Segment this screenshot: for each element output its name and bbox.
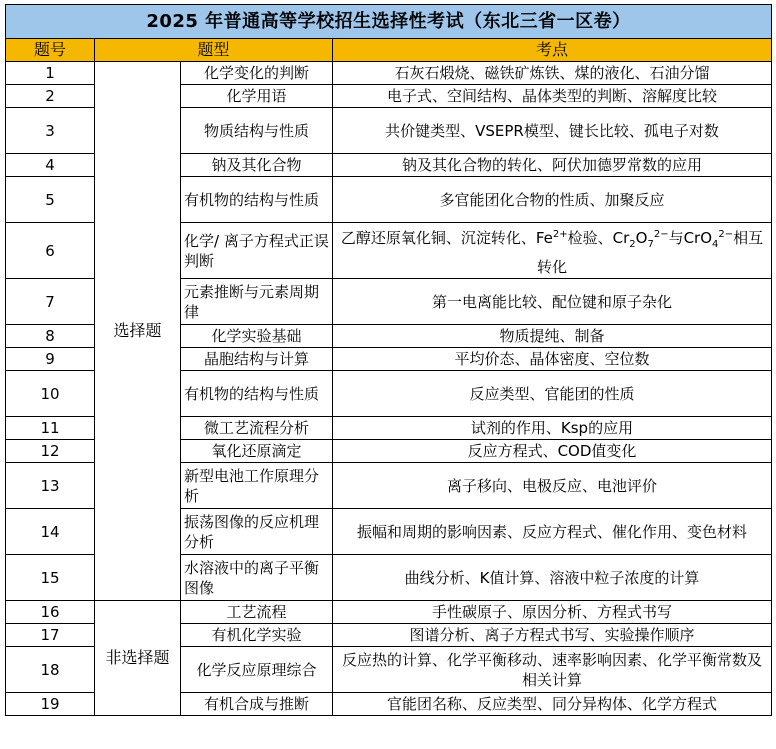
row-type: 氧化还原滴定 <box>181 440 333 463</box>
row-num: 9 <box>6 348 95 371</box>
row-num: 18 <box>6 647 95 693</box>
category-nonchoice: 非选择题 <box>95 601 181 716</box>
row-type: 有机物的结构与性质 <box>181 177 333 223</box>
row-num: 10 <box>6 371 95 417</box>
row-num: 12 <box>6 440 95 463</box>
row-type: 有机化学实验 <box>181 624 333 647</box>
row-num: 2 <box>6 85 95 108</box>
row-num: 17 <box>6 624 95 647</box>
row-num: 13 <box>6 463 95 509</box>
header-num: 题号 <box>6 39 95 62</box>
row-num: 7 <box>6 279 95 325</box>
row-points: 反应热的计算、化学平衡移动、速率影响因素、化学平衡常数及相关计算 <box>333 647 772 693</box>
row-type: 晶胞结构与计算 <box>181 348 333 371</box>
table-title: 2025 年普通高等学校招生选择性考试（东北三省一区卷） <box>6 5 772 39</box>
category-choice: 选择题 <box>95 62 181 601</box>
row-type: 新型电池工作原理分析 <box>181 463 333 509</box>
row-num: 1 <box>6 62 95 85</box>
formula-part: 乙醇还原氧化铜、沉淀转化、Fe <box>340 228 553 247</box>
row-num: 8 <box>6 325 95 348</box>
row-points: 共价键类型、VSEPR模型、键长比较、孤电子对数 <box>333 108 772 154</box>
formula-part: 相互转化 <box>536 228 764 276</box>
row-points: 图谱分析、离子方程式书写、实验操作顺序 <box>333 624 772 647</box>
row-points-formula: 乙醇还原氧化铜、沉淀转化、$Fe^{2+}$检验、$Cr_2O_7^{2-}$与CrO$_4^{2-}$相互转化 <box>333 223 772 279</box>
row-num: 5 <box>6 177 95 223</box>
row-points: 官能团名称、反应类型、同分异构体、化学方程式 <box>333 693 772 716</box>
formula-subscript: 2 <box>629 238 636 250</box>
header-type: 题型 <box>95 39 333 62</box>
formula-superscript: 2− <box>653 228 669 240</box>
row-points: 物质提纯、制备 <box>333 325 772 348</box>
row-num: 3 <box>6 108 95 154</box>
row-type: 工艺流程 <box>181 601 333 624</box>
formula-subscript: 7 <box>647 238 654 250</box>
row-num: 15 <box>6 555 95 601</box>
header-points: 考点 <box>333 39 772 62</box>
row-type: 有机合成与推断 <box>181 693 333 716</box>
row-points: 第一电离能比较、配位键和原子杂化 <box>333 279 772 325</box>
row-points: 反应类型、官能团的性质 <box>333 371 772 417</box>
row-type: 化学用语 <box>181 85 333 108</box>
row-points: 手性碳原子、原因分析、方程式书写 <box>333 601 772 624</box>
row-num: 19 <box>6 693 95 716</box>
row-type: 水溶液中的离子平衡图像 <box>181 555 333 601</box>
row-type: 化学实验基础 <box>181 325 333 348</box>
row-type: 元素推断与元素周期律 <box>181 279 333 325</box>
row-type: 微工艺流程分析 <box>181 417 333 440</box>
row-type: 化学/ 离子方程式正误判断 <box>181 223 333 279</box>
row-points: 反应方程式、COD值变化 <box>333 440 772 463</box>
row-num: 6 <box>6 223 95 279</box>
row-type: 有机物的结构与性质 <box>181 371 333 417</box>
row-num: 16 <box>6 601 95 624</box>
row-type: 化学反应原理综合 <box>181 647 333 693</box>
row-num: 11 <box>6 417 95 440</box>
row-type: 钠及其化合物 <box>181 154 333 177</box>
row-type: 物质结构与性质 <box>181 108 333 154</box>
row-points: 多官能团化合物的性质、加聚反应 <box>333 177 772 223</box>
row-type: 化学变化的判断 <box>181 62 333 85</box>
row-points: 振幅和周期的影响因素、反应方程式、催化作用、变色材料 <box>333 509 772 555</box>
row-points: 钠及其化合物的转化、阿伏加德罗常数的应用 <box>333 154 772 177</box>
formula-subscript: 4 <box>712 238 719 250</box>
row-points: 试剂的作用、Ksp的应用 <box>333 417 772 440</box>
row-type: 振荡图像的反应机理分析 <box>181 509 333 555</box>
row-num: 4 <box>6 154 95 177</box>
formula-superscript: 2+ <box>552 228 568 240</box>
row-points: 平均价态、晶体密度、空位数 <box>333 348 772 371</box>
formula-part: 与CrO <box>668 228 713 247</box>
formula-superscript: 2− <box>718 228 734 240</box>
exam-table <box>5 4 772 716</box>
row-points: 电子式、空间结构、晶体类型的判断、溶解度比较 <box>333 85 772 108</box>
row-points: 石灰石煅烧、磁铁矿炼铁、煤的液化、石油分馏 <box>333 62 772 85</box>
row-num: 14 <box>6 509 95 555</box>
formula-part: 检验、Cr <box>567 228 630 247</box>
row-points: 离子移向、电极反应、电池评价 <box>333 463 772 509</box>
row-points: 曲线分析、K值计算、溶液中粒子浓度的计算 <box>333 555 772 601</box>
